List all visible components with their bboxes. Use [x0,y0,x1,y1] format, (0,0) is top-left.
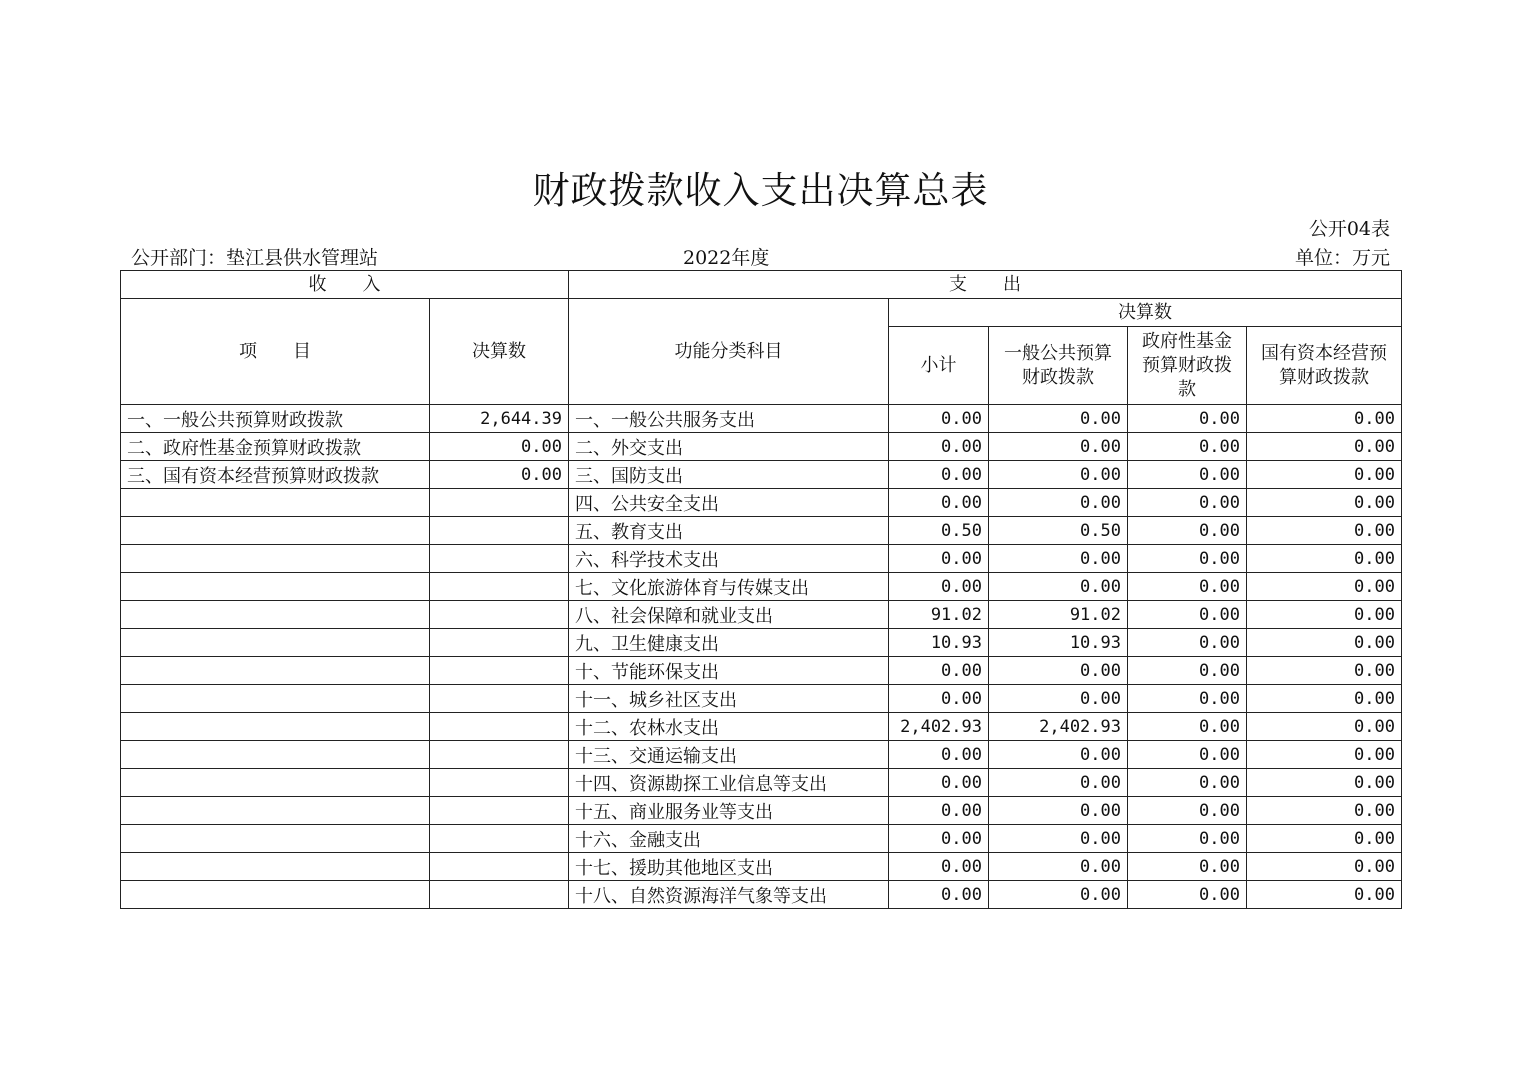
general-budget-cell: 0.50 [989,517,1128,545]
income-amount-cell [430,881,569,909]
general-budget-cell: 0.00 [989,797,1128,825]
income-item-cell [121,713,430,741]
income-amount-cell [430,797,569,825]
general-budget-cell: 0.00 [989,769,1128,797]
income-amount-cell [430,769,569,797]
income-amount-cell [430,601,569,629]
income-item-cell [121,545,430,573]
gov-fund-header: 政府性基金预算财政拨款 [1128,327,1247,405]
table-row [121,769,1402,797]
state-capital-cell: 0.00 [1247,489,1402,517]
subtotal-cell: 10.93 [889,629,989,657]
category-cell: 八、社会保障和就业支出 [569,601,889,629]
subtotal-cell: 0.00 [889,685,989,713]
category-cell: 十四、资源勘探工业信息等支出 [569,769,889,797]
general-budget-cell: 2,402.93 [989,713,1128,741]
subtotal-cell: 0.00 [889,853,989,881]
state-capital-cell: 0.00 [1247,685,1402,713]
state-capital-cell: 0.00 [1247,713,1402,741]
table-row [121,797,1402,825]
income-item-cell [121,797,430,825]
state-capital-cell: 0.00 [1247,741,1402,769]
category-cell: 七、文化旅游体育与传媒支出 [569,573,889,601]
table-row [121,881,1402,909]
subtotal-cell: 0.00 [889,433,989,461]
income-item-cell [121,853,430,881]
state-capital-cell: 0.00 [1247,797,1402,825]
gov-fund-cell: 0.00 [1128,713,1247,741]
income-amount-cell [430,685,569,713]
category-cell: 十一、城乡社区支出 [569,685,889,713]
table-row [121,545,1402,573]
table-row [121,517,1402,545]
category-cell: 一、一般公共服务支出 [569,405,889,433]
subtotal-cell: 0.00 [889,405,989,433]
income-amount-cell [430,825,569,853]
income-amount-cell [430,517,569,545]
income-amount-cell [430,713,569,741]
subtotal-cell: 0.00 [889,573,989,601]
income-item-cell: 二、政府性基金预算财政拨款 [121,433,430,461]
income-item-cell: 一、一般公共预算财政拨款 [121,405,430,433]
income-item-cell [121,825,430,853]
income-amount-cell [430,741,569,769]
general-budget-cell: 0.00 [989,545,1128,573]
table-row [121,461,1402,489]
subtotal-cell: 0.00 [889,489,989,517]
category-cell: 十六、金融支出 [569,825,889,853]
income-item-cell [121,489,430,517]
state-capital-cell: 0.00 [1247,853,1402,881]
income-amount-cell [430,629,569,657]
subtotal-cell: 0.00 [889,461,989,489]
category-cell: 十、节能环保支出 [569,657,889,685]
income-amount-cell [430,657,569,685]
general-budget-cell: 0.00 [989,881,1128,909]
income-item-cell [121,657,430,685]
gov-fund-cell: 0.00 [1128,517,1247,545]
table-row [121,405,1402,433]
gov-fund-cell: 0.00 [1128,797,1247,825]
gov-fund-cell: 0.00 [1128,825,1247,853]
table-row [121,741,1402,769]
form-number: 公开04表 [1308,218,1390,240]
table-row [121,601,1402,629]
unit-label: 单位：万元 [1294,247,1390,269]
subtotal-header: 小计 [889,327,989,405]
subtotal-cell: 2,402.93 [889,713,989,741]
general-budget-cell: 10.93 [989,629,1128,657]
category-cell: 三、国防支出 [569,461,889,489]
category-cell: 六、科学技术支出 [569,545,889,573]
final-amount-group-header: 决算数 [889,299,1402,327]
category-cell: 十二、农林水支出 [569,713,889,741]
category-cell: 九、卫生健康支出 [569,629,889,657]
general-budget-cell: 0.00 [989,741,1128,769]
gov-fund-cell: 0.00 [1128,629,1247,657]
category-cell: 四、公共安全支出 [569,489,889,517]
income-item-cell [121,881,430,909]
income-header: 收 入 [121,271,569,299]
income-amount-cell [430,545,569,573]
income-item-cell [121,741,430,769]
subtotal-cell: 0.50 [889,517,989,545]
category-cell: 十五、商业服务业等支出 [569,797,889,825]
table-row [121,685,1402,713]
table-row [121,713,1402,741]
category-cell: 十八、自然资源海洋气象等支出 [569,881,889,909]
table-row [121,433,1402,461]
gov-fund-cell: 0.00 [1128,853,1247,881]
subtotal-cell: 0.00 [889,657,989,685]
general-budget-cell: 0.00 [989,685,1128,713]
subtotal-cell: 0.00 [889,741,989,769]
general-budget-cell: 0.00 [989,405,1128,433]
income-item-cell [121,573,430,601]
state-capital-header: 国有资本经营预算财政拨款 [1247,327,1402,405]
income-amount-cell: 0.00 [430,433,569,461]
state-capital-cell: 0.00 [1247,629,1402,657]
income-amount-cell [430,573,569,601]
income-amount-cell: 0.00 [430,461,569,489]
category-cell: 十三、交通运输支出 [569,741,889,769]
page-title: 财政拨款收入支出决算总表 [532,169,989,212]
subtotal-cell: 0.00 [889,797,989,825]
gov-fund-cell: 0.00 [1128,573,1247,601]
table-row [121,853,1402,881]
function-category-header: 功能分类科目 [569,299,889,405]
general-budget-cell: 0.00 [989,489,1128,517]
gov-fund-cell: 0.00 [1128,461,1247,489]
category-cell: 五、教育支出 [569,517,889,545]
general-budget-header: 一般公共预算财政拨款 [989,327,1128,405]
table-row [121,573,1402,601]
state-capital-cell: 0.00 [1247,769,1402,797]
state-capital-cell: 0.00 [1247,517,1402,545]
gov-fund-cell: 0.00 [1128,657,1247,685]
state-capital-cell: 0.00 [1247,573,1402,601]
income-amount-cell [430,853,569,881]
category-cell: 十七、援助其他地区支出 [569,853,889,881]
income-item-cell [121,601,430,629]
gov-fund-cell: 0.00 [1128,741,1247,769]
state-capital-cell: 0.00 [1247,657,1402,685]
subtotal-cell: 0.00 [889,881,989,909]
state-capital-cell: 0.00 [1247,461,1402,489]
fiscal-year: 2022年度 [683,247,770,269]
gov-fund-cell: 0.00 [1128,545,1247,573]
income-amount-header: 决算数 [430,299,569,405]
general-budget-cell: 0.00 [989,853,1128,881]
gov-fund-cell: 0.00 [1128,405,1247,433]
general-budget-cell: 0.00 [989,461,1128,489]
state-capital-cell: 0.00 [1247,825,1402,853]
state-capital-cell: 0.00 [1247,601,1402,629]
state-capital-cell: 0.00 [1247,881,1402,909]
state-capital-cell: 0.00 [1247,545,1402,573]
income-item-cell [121,769,430,797]
general-budget-cell: 91.02 [989,601,1128,629]
income-item-cell [121,629,430,657]
table-row [121,657,1402,685]
income-amount-cell: 2,644.39 [430,405,569,433]
gov-fund-cell: 0.00 [1128,685,1247,713]
income-item-cell: 三、国有资本经营预算财政拨款 [121,461,430,489]
expense-header: 支 出 [569,271,1402,299]
subtotal-cell: 0.00 [889,825,989,853]
gov-fund-cell: 0.00 [1128,433,1247,461]
gov-fund-cell: 0.00 [1128,769,1247,797]
department-label: 公开部门：垫江县供水管理站 [131,247,379,269]
gov-fund-cell: 0.00 [1128,601,1247,629]
general-budget-cell: 0.00 [989,573,1128,601]
income-amount-cell [430,489,569,517]
income-item-cell [121,685,430,713]
general-budget-cell: 0.00 [989,433,1128,461]
table-row [121,825,1402,853]
gov-fund-cell: 0.00 [1128,489,1247,517]
gov-fund-cell: 0.00 [1128,881,1247,909]
state-capital-cell: 0.00 [1247,405,1402,433]
general-budget-cell: 0.00 [989,657,1128,685]
category-cell: 二、外交支出 [569,433,889,461]
subtotal-cell: 0.00 [889,545,989,573]
table-row [121,489,1402,517]
general-budget-cell: 0.00 [989,825,1128,853]
income-item-cell [121,517,430,545]
state-capital-cell: 0.00 [1247,433,1402,461]
subtotal-cell: 0.00 [889,769,989,797]
subtotal-cell: 91.02 [889,601,989,629]
budget-table [120,270,1402,909]
table-row [121,629,1402,657]
item-header: 项 目 [121,299,430,405]
